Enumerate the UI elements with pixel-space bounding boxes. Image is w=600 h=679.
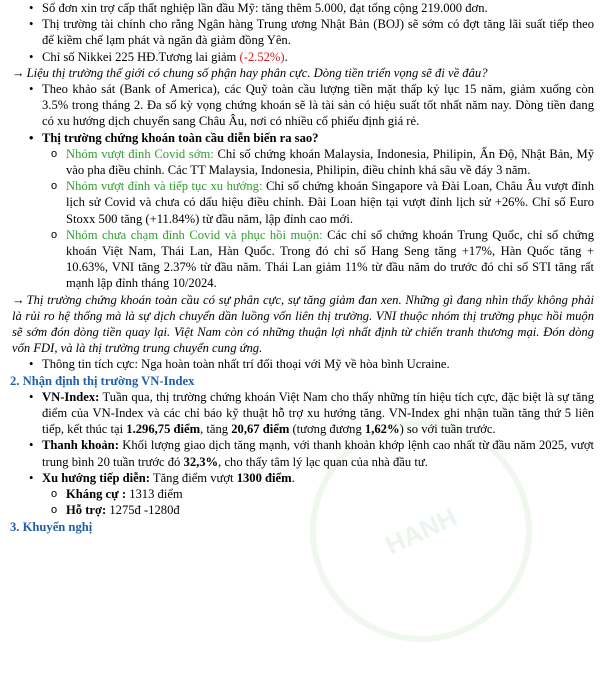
section-2-heading: 2. Nhận định thị trường VN-Index xyxy=(10,373,195,388)
nikkei-change: (-2.52%) xyxy=(239,49,285,64)
sub-bullet-early-peak: o Nhóm vượt đỉnh Covid sớm: Chỉ số chứng khoán Malaysia, Indonesia, Philipin, Ấn Độ, Nhật Bản, Mỹ vào pha điều chỉnh. Các TT Malaysia, Indonesia, Philipin, điều chỉnh khá sâu về đáy 3 năm. xyxy=(6,146,594,178)
ukraine-bullet-list xyxy=(6,356,594,372)
bullet-liquidity: • Thanh khoản: Khối lượng giao dịch tăng mạnh, với thanh khoản khớp lệnh cao nhất từ đầu năm 2025, vượt trung bình 20 tuần trước đó 32,3%, cho thấy tâm lý lạc quan của nhà đầu tư. xyxy=(6,437,594,469)
arrow-right-icon: → xyxy=(12,65,25,80)
section-3-heading: 3. Khuyến nghị xyxy=(10,519,93,534)
arrow-note-1: → Liệu thị trường thế giới có chung số phận hay phân cực. Dòng tiền triển vọng sẽ đi về đâu? xyxy=(12,65,488,80)
arrow-right-icon: → xyxy=(12,292,25,307)
levels-list xyxy=(6,486,594,518)
support-level: o Hỗ trợ: 1275đ -1280đ xyxy=(6,502,594,518)
sub-bullet-list xyxy=(6,146,594,292)
bullet-trend: • Xu hướng tiếp diễn: Tăng điểm vượt 1300 điểm. xyxy=(6,470,594,486)
sub-bullet-continuing-trend: o Nhóm vượt đỉnh và tiếp tục xu hướng: Chỉ số chứng khoán Singapore và Đài Loan, Châu Âu vượt đỉnh lịch sử Covid và chưa có dấu hiệu điều chỉnh. Đài Loan hiện tại vượt đỉnh lịch sử +26%. Chỉ số Euro Stoxx 500 tăng (+11.84%) từ đầu năm, lập đỉnh cao mới. xyxy=(6,178,594,227)
bullet-vnindex: • VN-Index: Tuần qua, thị trường chứng khoán Việt Nam cho thấy những tín hiệu tích cực, đặc biệt là sự tăng điểm của VN-Index và các chỉ báo kỹ thuật hỗ trợ xu hướng tăng. VN-Index ghi nhận tuần tăng thứ 5 liên tiếp, kết thúc tại 1.296,75 điểm, tăng 20,67 điểm (tương đương 1,62%) so với tuần trước. xyxy=(6,389,594,438)
bullet-jobless-claims: • Số đơn xin trợ cấp thất nghiệp lần đầu Mỹ: tăng thêm 5.000, đạt tổng cộng 219.000 đơn. xyxy=(6,0,594,16)
resistance-level: o Kháng cự : 1313 điểm xyxy=(6,486,594,502)
mid-bullet-list xyxy=(6,81,594,146)
vnindex-bullet-list xyxy=(6,389,594,486)
bullet-boj: • Thị trường tài chính cho rằng Ngân hàng Trung ương Nhật Bản (BOJ) sẽ sớm có đợt tăng lãi suất tiếp theo để kiềm chế lạm phát và ngăn đà giảm đồng Yên. xyxy=(6,16,594,48)
sub-bullet-late-recovery: o Nhóm chưa chạm đỉnh Covid và phục hồi muộn: Các chỉ số chứng khoán Trung Quốc, chỉ số chứng khoán Việt Nam, Thái Lan, Hàn Quốc. Trong đó chỉ số Hang Seng tăng +17%, Hàn Quốc tăng + 10.63%, VNI tăng 2.37% từ đầu năm. Thái Lan giảm 11% từ đầu năm do trước đó chỉ số STI tăng rất mạnh lập đỉnh tháng 10/2024. xyxy=(6,227,594,292)
watermark-logo: HANH xyxy=(273,383,568,678)
bullet-global-market-question: • Thị trường chứng khoán toàn cầu diễn biến ra sao? xyxy=(6,130,594,146)
arrow-note-2: → Thị trường chứng khoán toàn cầu có sự phân cực, sự tăng giảm đan xen. Những gì đang nhìn thấy không phải là rủi ro hệ thống mà là sự dịch chuyển dần luồng vốn liên thị trường. VNI thuộc nhóm thị trường phục hồi muộn sẽ sớm đón dòng tiền quay lại. Việt Nam còn có những thuận lợi nhất định từ chiến tranh thương mại. Đón dòng vốn FDI, và là thị trường trung chuyển cung ứng. xyxy=(12,292,594,356)
bullet-nikkei: • Chỉ số Nikkei 225 HĐ.Tương lai giảm (-2.52%). xyxy=(6,49,594,65)
bullet-ukraine: • Thông tin tích cực: Nga hoàn toàn nhất trí đối thoại với Mỹ về hòa bình Ucraine. xyxy=(6,356,594,372)
top-bullet-list xyxy=(6,0,594,65)
bullet-bofa-survey: • Theo khảo sát (Bank of America), các Quỹ toàn cầu lượng tiền mặt thấp kỷ lục 15 năm, giảm xuống còn 3.5% trong tháng 2. Đa số kỳ vọng chứng khoán sẽ là tài sản có hiệu suất tốt nhất năm nay. Dòng tiền đang có xu hướng dịch chuyển sang Châu Âu, nơi có nhiều cổ phiếu định giá rẻ. xyxy=(6,81,594,130)
